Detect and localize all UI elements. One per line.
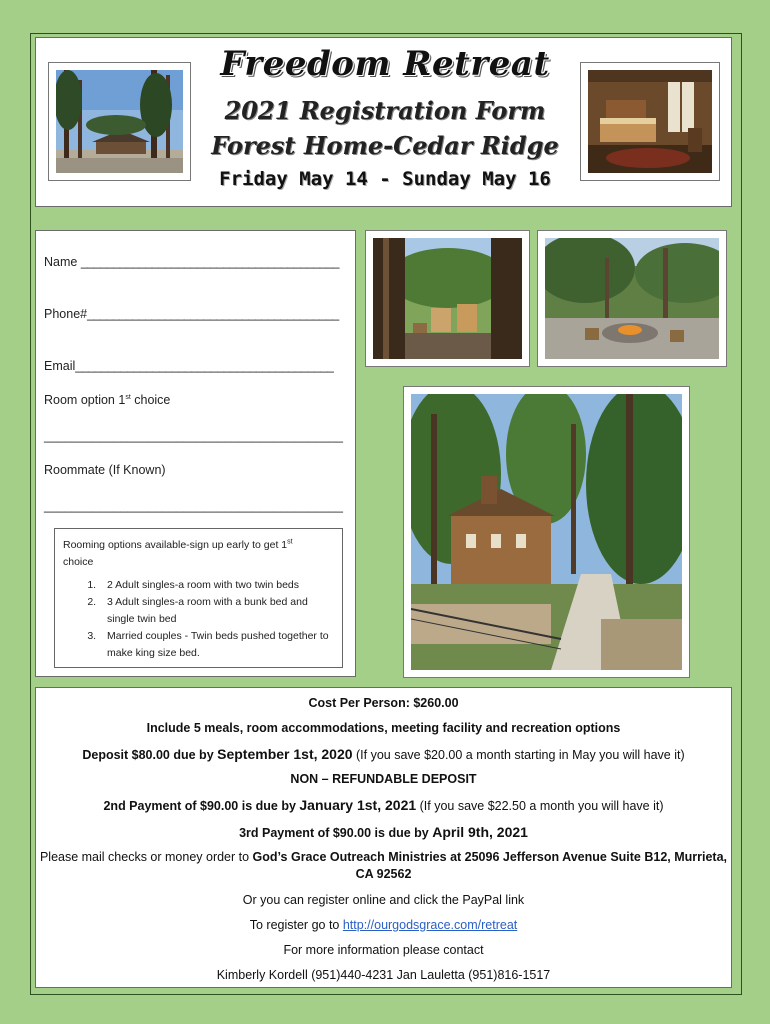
third-payment-line: 3rd Payment of $90.00 is due by April 9th, 2021 — [239, 824, 528, 840]
email-field[interactable] — [44, 359, 333, 373]
cost-per-person: Cost Per Person: $260.00 — [308, 696, 459, 710]
registration-form-panel — [35, 230, 356, 677]
rooming-options-box — [54, 528, 343, 668]
register-line: To register go to http://ourgodsgrace.com/retreat — [249, 918, 518, 932]
phone-blank[interactable]: _______________________________________ — [87, 307, 339, 321]
email-label: Email — [44, 359, 76, 373]
deposit-line: Deposit $80.00 due by September 1st, 2020 (If you save $20.00 a month starting in May you will have it) — [82, 746, 685, 762]
retreat-dates: Friday May 14 - Sunday May 16 — [219, 168, 551, 190]
name-label: Name — [44, 255, 81, 269]
location-title: Forest Home-Cedar Ridge — [211, 131, 559, 160]
porch-chairs-photo — [365, 230, 530, 367]
phone-label: Phone# — [44, 307, 88, 321]
rooming-options-list — [63, 577, 332, 662]
mail-checks-line: Please mail checks or money order to God’s Grace Outreach Ministries at 25096 Jefferson Avenue Suite B12, Murrieta, — [39, 850, 728, 864]
bedroom-photo — [580, 62, 720, 181]
non-refundable-note: NON – REFUNDABLE DEPOSIT — [290, 772, 477, 786]
firepit-photo — [537, 230, 727, 367]
rooming-intro: Rooming options available-sign up early to get 1st choice — [63, 538, 293, 568]
room-option-label: Room option 1st choice — [44, 393, 171, 407]
roommate-label: Roommate (If Known) — [44, 463, 166, 477]
register-online-text: Or you can register online and click the PayPal link — [242, 893, 525, 907]
includes-text: Include 5 meals, room accommodations, meeting facility and recreation options — [146, 721, 621, 735]
email-blank[interactable]: ________________________________________ — [75, 359, 334, 373]
contacts-text: Kimberly Kordell (951)440-4231 Jan Lauletta (951)816-1517 — [216, 968, 551, 982]
payment-info-panel — [35, 687, 732, 988]
room-option-blank[interactable]: ___________________________________________ — [44, 429, 343, 443]
form-subtitle: 2021 Registration Form — [224, 96, 546, 125]
second-payment-line: 2nd Payment of $90.00 is due by January 1st, 2021 (If you save $22.50 a month you will have it) — [103, 797, 664, 813]
more-info-text: For more information please contact — [283, 943, 484, 957]
phone-field[interactable] — [44, 307, 339, 321]
mail-address-line2: CA 92562 — [355, 867, 412, 881]
retreat-title: Freedom Retreat — [220, 44, 550, 84]
cedar-ridge-lodge-photo — [403, 386, 690, 678]
rooming-option: 2. 3 Adult singles-a room with a bunk bed and single twin bed — [99, 594, 332, 628]
rooming-option: 1. 2 Adult singles-a room with two twin beds — [99, 577, 332, 594]
name-blank[interactable]: ________________________________________ — [80, 255, 339, 269]
retreat-link[interactable]: http://ourgodsgrace.com/retreat — [342, 918, 518, 932]
rooming-option: 3. Married couples - Twin beds pushed together to make king size bed. — [99, 628, 332, 662]
forest-lodge-photo — [48, 62, 191, 181]
roommate-blank[interactable]: ___________________________________________ — [44, 499, 343, 513]
name-field[interactable] — [44, 255, 339, 269]
